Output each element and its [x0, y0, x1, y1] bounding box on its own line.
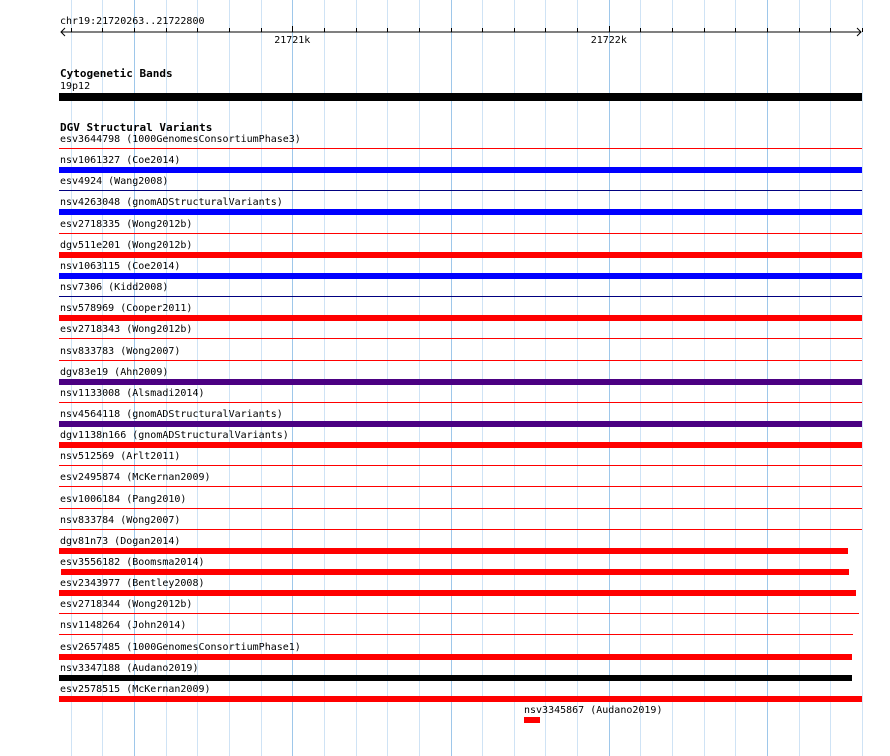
variant-label: nsv833783 (Wong2007) — [60, 345, 181, 357]
dgv-structural-variants-title: DGV Structural Variants — [60, 121, 213, 134]
cytogenetic-bands-title: Cytogenetic Bands — [60, 67, 173, 80]
variant-label: dgv83e19 (Ahn2009) — [60, 366, 169, 378]
variant-bar[interactable] — [59, 590, 856, 596]
variant-label: esv2657485 (1000GenomesConsortiumPhase1) — [60, 641, 301, 653]
variant-feature[interactable] — [0, 324, 890, 345]
variant-feature[interactable] — [0, 642, 890, 663]
variant-feature[interactable] — [0, 176, 890, 197]
variant-bar[interactable] — [59, 360, 862, 361]
variant-label: esv3556182 (Boomsma2014) — [60, 557, 205, 568]
variant-label: esv3644798 (1000GenomesConsortiumPhase3) — [60, 134, 301, 145]
variant-label: dgv511e201 (Wong2012b) — [60, 239, 193, 251]
variant-feature[interactable] — [0, 134, 890, 155]
variant-feature[interactable] — [0, 219, 890, 240]
variant-feature[interactable] — [0, 303, 890, 324]
variant-label: nsv1148264 (John2014) — [60, 620, 187, 632]
variant-label: nsv1133008 (Alsmadi2014) — [60, 387, 205, 399]
variant-feature[interactable] — [0, 367, 890, 388]
variant-feature[interactable] — [0, 240, 890, 261]
variant-bar[interactable] — [59, 421, 862, 427]
variant-bar[interactable] — [524, 717, 540, 723]
variant-feature[interactable] — [0, 663, 890, 684]
cytoband-label: 19p12 — [60, 81, 91, 92]
ruler-tick-label: 21722k — [590, 35, 627, 46]
variant-label: nsv1061327 (Coe2014) — [60, 155, 181, 167]
variant-feature[interactable] — [0, 451, 890, 472]
variant-feature[interactable] — [0, 494, 890, 515]
variant-bar[interactable] — [59, 273, 862, 279]
variant-bar[interactable] — [59, 190, 862, 191]
variant-label: esv4924 (Wang2008) — [60, 176, 169, 188]
variant-bar[interactable] — [61, 569, 849, 575]
variant-label: nsv578969 (Cooper2011) — [60, 303, 193, 315]
variant-bar[interactable] — [59, 148, 862, 149]
variant-feature[interactable] — [0, 197, 890, 218]
variant-label: esv2578515 (McKernan2009) — [60, 683, 211, 695]
cytoband-bar[interactable] — [59, 93, 862, 101]
variant-label: esv2718343 (Wong2012b) — [60, 324, 193, 336]
variant-bar[interactable] — [59, 465, 862, 466]
variant-label: esv2495874 (McKernan2009) — [60, 472, 211, 484]
variant-feature[interactable] — [0, 536, 890, 557]
variant-bar[interactable] — [59, 675, 852, 681]
variant-feature[interactable] — [0, 346, 890, 367]
variant-bar[interactable] — [59, 402, 862, 403]
variant-feature[interactable] — [0, 578, 890, 599]
variant-feature[interactable] — [0, 155, 890, 176]
variant-feature[interactable] — [0, 261, 890, 282]
variant-bar[interactable] — [59, 167, 862, 173]
location-label: chr19:21720263..21722800 — [60, 16, 205, 27]
variant-feature[interactable] — [0, 472, 890, 493]
variant-feature[interactable] — [0, 557, 890, 578]
variant-bar[interactable] — [59, 442, 862, 448]
variant-bar[interactable] — [59, 486, 862, 487]
variant-label: nsv1063115 (Coe2014) — [60, 260, 181, 272]
variant-label: dgv81n73 (Dogan2014) — [60, 535, 181, 547]
variant-bar[interactable] — [59, 634, 853, 635]
variant-feature[interactable] — [0, 515, 890, 536]
variant-label: nsv7306 (Kidd2008) — [60, 282, 169, 294]
variant-bar[interactable] — [59, 613, 859, 614]
variant-bar[interactable] — [59, 508, 862, 509]
ruler[interactable] — [0, 0, 890, 60]
variant-label: esv2718344 (Wong2012b) — [60, 599, 193, 611]
variant-bar[interactable] — [59, 252, 862, 258]
ruler-axis — [0, 24, 890, 40]
variant-bar[interactable] — [59, 233, 862, 234]
variant-feature[interactable] — [0, 282, 890, 303]
variant-feature[interactable] — [0, 599, 890, 620]
variant-label: dgv1138n166 (gnomADStructuralVariants) — [60, 430, 289, 442]
variant-feature[interactable] — [0, 620, 890, 641]
variant-label: nsv3345867 (Audano2019) — [524, 705, 663, 717]
variant-bar[interactable] — [59, 548, 848, 554]
variant-feature[interactable] — [0, 705, 890, 726]
variant-bar[interactable] — [59, 296, 862, 297]
variant-bar[interactable] — [59, 315, 862, 321]
ruler-tick-label: 21721k — [274, 35, 311, 46]
variant-bar[interactable] — [59, 696, 862, 702]
variant-bar[interactable] — [59, 654, 852, 660]
variant-bar[interactable] — [59, 379, 862, 385]
variant-feature[interactable] — [0, 388, 890, 409]
variant-feature[interactable] — [0, 409, 890, 430]
variant-label: nsv3347188 (Audano2019) — [60, 662, 199, 674]
variant-label: nsv4564118 (gnomADStructuralVariants) — [60, 408, 283, 420]
variant-label: esv2343977 (Bentley2008) — [60, 578, 205, 590]
variant-label: nsv4263048 (gnomADStructuralVariants) — [60, 197, 283, 209]
variant-label: nsv833784 (Wong2007) — [60, 514, 181, 526]
variant-label: esv1006184 (Pang2010) — [60, 493, 187, 505]
variant-bar[interactable] — [59, 529, 862, 530]
variant-bar[interactable] — [59, 338, 862, 339]
variant-feature[interactable] — [0, 430, 890, 451]
variant-feature[interactable] — [0, 684, 890, 705]
variant-label: esv2718335 (Wong2012b) — [60, 218, 193, 230]
variant-bar[interactable] — [59, 209, 862, 215]
variant-label: nsv512569 (Arlt2011) — [60, 451, 181, 463]
